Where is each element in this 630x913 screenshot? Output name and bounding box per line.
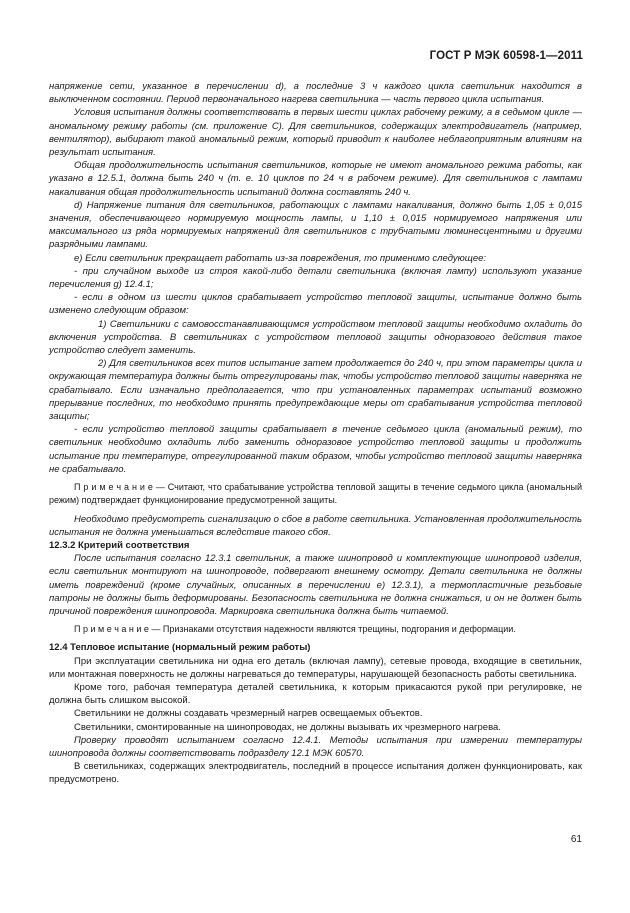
paragraph: Необходимо предусмотреть сигнализацию о сбое в работе светильника. Установленная продолжительность испытания не должна уменьшаться вследствие такого сбоя. — [49, 513, 582, 538]
paragraph: напряжение сети, указанное в перечислении d), а последние 3 ч каждого цикла светильник находится в выключенном состоянии. Период первоначального нагрева светильника — часть первого цикла испытания. — [49, 81, 582, 106]
list-item: 2) Для светильников всех типов испытание затем продолжается до 240 ч, при этом параметры цикла и окружающая температура должны быть отрегулированы так, чтобы устройство тепловой защиты наверняка не срабатывало. Если изначально предполагается, что при установленных параметрах испытаний возможно прерывание последних, то необходимо принять предупреждающие меры от срабатывания устройства тепловой защиты; — [49, 358, 582, 423]
section-heading: 12.4 Тепловое испытание (нормальный режим работы) — [49, 642, 311, 654]
note: П р и м е ч а н и е — Признаками отсутствия надежности являются трещины, подгорания и деформации. — [74, 624, 516, 635]
document-header: ГОСТ Р МЭК 60598-1—2011 — [429, 50, 583, 62]
paragraph: Светильники, смонтированные на шинопроводах, не должны вызывать их чрезмерного нагрева. — [74, 721, 501, 733]
paragraph: d) Напряжение питания для светильников, работающих с лампами накаливания, должно быть 1,05 ± 0,015 значения, обеспечивающего нормируемую мощность лампы, и 1,10 ± 0,015 нормируемого напряжения или максимального из ряда нормируемых напряжений для светильников с трубчатыми люминесцентными и другими разрядными лампами. — [49, 199, 582, 251]
paragraph: е) Если светильник прекращает работать из-за повреждения, то применимо следующее: — [74, 252, 487, 264]
page-body — [49, 80, 582, 787]
list-item: - если в одном из шести циклов срабатывает устройство тепловой защиты, испытание должно быть изменено следующим образом: — [49, 292, 582, 317]
paragraph: После испытания согласно 12.3.1 светильник, а также шинопровод и комплектующие шинопровод изделия, если светильник монтируют на шинопроводе, подвергают внешнему осмотру. Детали светильника не должны иметь повреждений (кроме случайных, описанных в перечислении е) 12.3.1), а термопластичные резьбовые патроны не должны быть деформированы. Безопасность светильника не должна снижаться, и он не должен быть причиной повреждения шинопровода. Маркировка светильника должна быть читаемой. — [49, 553, 582, 617]
list-item: 1) Светильники с самовосстанавливающимся устройством тепловой защиты необходимо охладить до включения устройства. В светильниках с устройством тепловой защиты одноразового действия такое устройство следует заменить. — [49, 318, 582, 357]
list-item: - если устройство тепловой защиты срабатывает в течение седьмого цикла (аномальный режим), то светильник необходимо охладить либо заменить одноразовое устройство тепловой защиты и продолжить испытание при температуре, отрегулированной таким образом, чтобы устройство тепловой защиты наверняка не срабатывало. — [49, 424, 582, 475]
paragraph: При эксплуатации светильника ни одна его деталь (включая лампу), сетевые провода, входящие в светильник, или монтажная поверхность не должны нагреваться до температуры, нарушающей безопасность работы светильника. — [49, 655, 582, 680]
page-number: 61 — [570, 834, 582, 845]
paragraph: Светильники не должны создавать чрезмерный нагрев освещаемых объектов. — [74, 708, 423, 720]
paragraph: Проверку проводят испытанием согласно 12.4.1. Методы испытания при измерении температуры шинопровода должны соответствовать подразделу 12.1 МЭК 60570. — [49, 734, 582, 759]
note: П р и м е ч а н и е — Считают, что срабатывание устройства тепловой защиты в течение седьмого цикла (аномальный режим) подтверждает функционирование предусмотренной защиты. — [49, 482, 582, 506]
section-heading: 12.3.2 Критерий соответствия — [49, 539, 190, 551]
paragraph: В светильниках, содержащих электродвигатель, последний в процессе испытания должен функционировать, как предусмотрено. — [49, 761, 582, 786]
paragraph: Общая продолжительность испытания светильников, которые не имеют аномального режима работы, как указано в 12.5.1, должна быть 240 ч (т. е. 10 циклов по 24 ч в рабочем режиме). Для светильников с лампами накаливания общая продолжительность испытаний должна составлять 240 ч. — [49, 160, 582, 198]
list-item: - при случайном выходе из строя какой-либо детали светильника (включая лампу) используют указание перечисления g) 12.4.1; — [49, 265, 582, 291]
paragraph: Кроме того, рабочая температура деталей светильника, к которым прикасаются рукой при регулировке, не должна быть слишком высокой. — [49, 681, 582, 707]
paragraph: Условия испытания должны соответствовать в первых шести циклах рабочему режиму, а в седьмом цикле — аномальному режиму работы (см. приложение С). Для светильников, содержащих электродвигатель (например, вентилятор), выбирают такой аномальный режим, который приводит к наиболее неблагоприятным влияниям на результат испытания. — [49, 107, 582, 159]
